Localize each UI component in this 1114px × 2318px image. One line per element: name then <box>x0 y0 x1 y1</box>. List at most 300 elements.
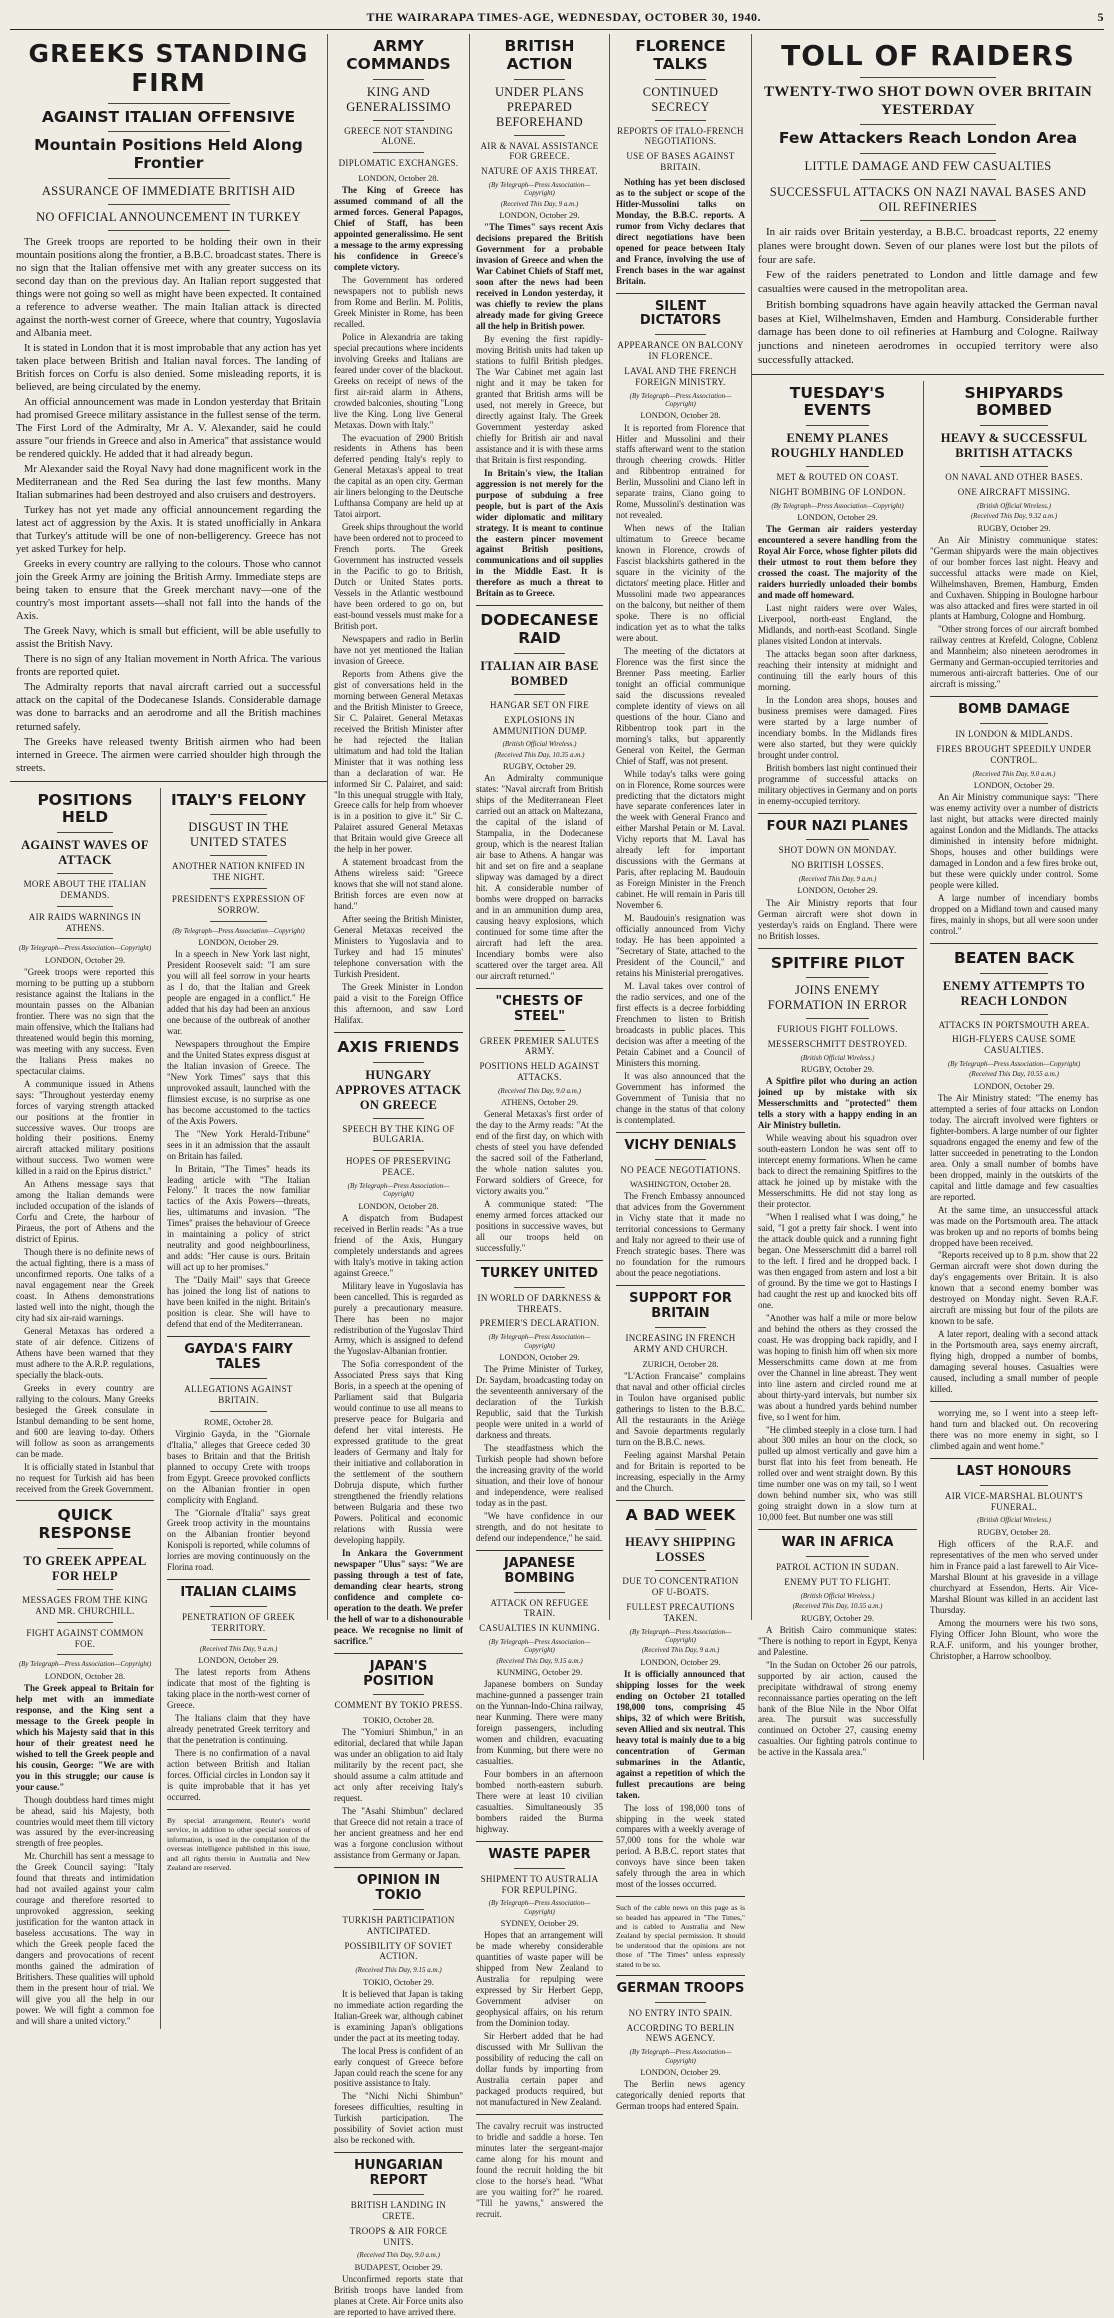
divider <box>980 973 1047 974</box>
japbomb-headline: JAPANESE BOMBING <box>503 1555 576 1586</box>
positions-p5: General Metaxas has ordered a state of air defence. Citizens of Athens have been warned that they must adhere to the A.R.P. regulations, specially the black-outs. <box>16 1325 154 1380</box>
times-copyright-notice: Such of the cable news on this page as is so headed has appeared in "The Times," and is cabled to Australia and New Zealand by special permission. It should be understood that the opinions are not those of "The Times" unless expressly stated to be so. <box>616 1903 745 1969</box>
axis-p1: A dispatch from Budapest received in Berlin reads: "As a true friend of the Axis, Hungary completely understands and agrees with Italy's motive in taking action against Greece." <box>334 1212 463 1278</box>
divider <box>57 1548 112 1549</box>
shipyards-p2: "Other strong forces of our aircraft bombed railway centres at Krefeld, Cologne, Coblenz and Mannheim; also nineteen aerodromes in Germany and German-occupied territories and numerous anti-aircraft batteries. One of our aircraft is missing." <box>930 624 1098 690</box>
japan-deck: COMMENT BY TOKIO PRESS. <box>334 1700 463 1711</box>
divider <box>57 1654 112 1655</box>
greece-deck2: NO OFFICIAL ANNOUNCEMENT IN TURKEY <box>36 209 301 224</box>
british-p3: In Britain's view, the Italian aggression is not merely for the purpose of subduing a free people, but is part of the Axis wider diplomatic and military strategy. It is meant to continue the eastern pincer movement against British positions, communications and oil supplies in the Middle East. It is therefore as much a threat to Britain as to Greece. <box>476 467 603 599</box>
section-rule <box>930 1401 1098 1402</box>
army-p9: After seeing the British Minister, General Metaxas received the Ministers to Yugoslavia and to Turkey and had 15 minutes' telephone conversation with the Turkish President. <box>334 914 463 980</box>
german-p1: The Berlin news agency categorically denied reports that German troops had entered Spain. <box>616 2079 745 2112</box>
section-rule <box>616 1285 745 1286</box>
shipyards-credit2: (Received This Day, 9.32 a.m.) <box>970 512 1058 521</box>
quick-p2: Though doubtless hard times might be ahead, said his Majesty, both countries would meet them till victory was assured by the ever-increasing strength of free peoples. <box>16 1794 154 1849</box>
turkey-p2: The steadfastness which the Turkish people had shown before the increasing gravity of the world situation, and their love of honour and independence, were realised today as in the past. <box>476 1443 603 1508</box>
positions-p4: Though there is no definite news of the actual fighting, there is a mass of unconfirmed reports. One talks of a naval engagement near the Greek coast. In Athens demonstrations lasted well into the night, though the city had six air-raid warnings. <box>16 1247 154 1323</box>
section-rule <box>167 1809 310 1810</box>
divider <box>514 653 565 654</box>
africa-dateline: RUGBY, October 29. <box>800 1612 875 1623</box>
section-rule <box>616 1500 745 1501</box>
army-dateline: LONDON, October 28. <box>358 173 439 184</box>
quick-dateline: LONDON, October 28. <box>44 1670 126 1681</box>
bombdamage-deck1: IN LONDON & MIDLANDS. <box>955 729 1073 740</box>
support-headline: SUPPORT FOR BRITAIN <box>629 1291 732 1322</box>
divider <box>373 1694 425 1695</box>
section-rule <box>476 988 603 989</box>
divider <box>806 466 870 467</box>
positions-deck2: MORE ABOUT THE ITALIAN DEMANDS. <box>23 879 147 900</box>
vichy-deck: NO PEACE NEGOTIATIONS. <box>620 1164 741 1175</box>
felony-p5: The "Daily Mail" says that Greece has joined the long list of nations to have been knifed in the night. Britain's position is clear. She will have to defend that end of the Mediterranean. <box>167 1275 310 1330</box>
divider <box>210 1606 267 1607</box>
beaten-dateline: LONDON, October 29. <box>973 1080 1055 1091</box>
axis-p2: Military leave in Yugoslavia has been cancelled. This is regarded as purely a precautionary measure. There has been no major redistribution of the Yugoslav Third Army, which is assigned to defend the Yugoslav-Albanian frontier. <box>334 1280 463 1357</box>
section-rule <box>16 1500 154 1501</box>
positions-headline: POSITIONS HELD <box>37 790 133 827</box>
tuesday-deck2: MET & ROUTED ON COAST. <box>776 472 899 483</box>
dodecanese-p1: An Admiralty communique states: "Naval aircraft from British ships of the Mediterranean Fleet carried out an attack on Maltezana, the capital of the island of Stampalia, in the Dodecanese group, which is the nearest Italian air base to Athens. A hangar was hit and set on fire and a seaplane slipway was damaged by a direct hit. A considerable number of bombs were dropped on barracks and in an ammunition dump area, causing heavy explosions, which continued for some time after the aircraft had left the area. Incendiary bombs were also scattered over the target area. All our aircraft returned." <box>476 773 603 981</box>
positions-p6: Greeks in every country are rallying to the colours. Many Greeks besieged the Greek consulate in Istanbul demanding to be sent home, and 600 are leaving to-day. Others will follow as soon as arrangements can be made. <box>16 1382 154 1459</box>
british-p1: "The Times" says recent Axis decisions prepared the British Government for a probable invasion of Greece and when the War Cabinet Chiefs of Staff met, soon after the news had been received in London yesterday, it was chiefly to review the plans already made for giving Greece all the help in British power. <box>476 222 603 332</box>
army-headline: ARMY COMMANDS <box>346 37 451 73</box>
army-p7: Reports from Athens give the gist of conversations held in the morning between General Metaxas and the British Minister to Greece, Sir C. Palairet. General Metaxas received the British Minister after he had rejected the Italian ultimatum and had told the Italian Minister that it was nothing less than a declaration of war. He informed Sir C. Palairet, and said: "In this unequal struggle with Italy, Greece calls for help from whoever is in a position to give it." Sir C. Palairet assured General Metaxas that Britain would give Greece all the help in her power. <box>334 668 463 855</box>
dodecanese-dateline: RUGBY, October 29. <box>502 761 577 772</box>
hungarian-credit: (Received This Day, 9.0 a.m.) <box>357 2251 440 2260</box>
support-deck: INCREASING IN FRENCH ARMY AND CHURCH. <box>625 1333 736 1354</box>
page-number: 5 <box>1097 10 1104 24</box>
divider <box>514 1287 565 1288</box>
section-rule <box>476 1841 603 1842</box>
quick-deck3: FIGHT AGAINST COMMON FOE. <box>26 1627 144 1649</box>
shipyards-deck1: HEAVY & SUCCESSFUL BRITISH ATTACKS <box>940 431 1088 461</box>
divider <box>655 79 707 80</box>
section-rule <box>930 696 1098 697</box>
waste-credit: (By Telegraph—Press Association—Copyright) <box>488 1899 591 1916</box>
bombdamage-p1: An Air Ministry communique says: "There was enemy activity over a number of districts last night, but attacks were directed mainly against London and the Midlands. The attacks diminished in intensity before midnight. Shops, houses and other buildings were damaged in London and a few fires broke out, but these were quickly under control. Some people were killed. <box>930 792 1098 890</box>
florence-deck3: USE OF BASES AGAINST BRITAIN. <box>626 151 735 173</box>
divider <box>655 334 707 335</box>
divider <box>860 124 996 125</box>
waste-headline: WASTE PAPER <box>488 1846 591 1862</box>
greece-p1: The Greek troops are reported to be holding their own in their mountain positions along the frontier, a B.B.C. broadcast states. There is no sign that the Italian offensive met with any greater success on its second day than on the previous day. An Italian report suggested that things were not going so well as might have been expected. It contained a reference to adverse weather. The main Italian attack is directed against the north-west corner of Greece, where that country, Yugoslavia and Albania meet. <box>16 236 321 340</box>
axis-headline: AXIS FRIENDS <box>337 1037 460 1056</box>
japbomb-p2: Four bombers in an afternoon bombed north-eastern suburb. There were at least 10 civilian casualties. Simultaneously 35 bombers raided the Burma highway. <box>476 1769 603 1834</box>
africa-headline: WAR IN AFRICA <box>781 1535 894 1551</box>
divider <box>108 204 230 205</box>
column-5a <box>752 381 923 1761</box>
japbomb-p1: Japanese bombers on Sunday machine-gunned a passenger train on the Yunnan-Indo-China railway, near Kunming. There were many foreign passengers, including women and children, evacuating from Kunming, but there were no casualties. <box>476 1679 603 1767</box>
support-p1: "L'Action Francaise" complains that naval and other official circles in Toulon have organised public gatherings to listen to the B.B.C. All the restaurants in the Ariège and Savoie departments regularly turn on the B.B.C. news. <box>616 1370 745 1447</box>
turkey-headline: TURKEY UNITED <box>480 1265 599 1281</box>
fournazi-deck2: NO BRITISH LOSSES. <box>791 860 884 871</box>
divider <box>514 79 565 80</box>
honours-credit: (British Official Wireless.) <box>977 1516 1051 1525</box>
dictators-deck1: APPEARANCE ON BALCONY IN FLORENCE. <box>617 340 744 362</box>
chests-p1: General Metaxas's first order of the day to the Army reads: "At the end of the first day, on which with chests of steel you have defended the sacred soil of the Fatherland, the whole nation salutes you. Forward soldiers of Greece, for victory awaits you." <box>476 1109 603 1197</box>
section-rule <box>930 1458 1098 1459</box>
column-5-split <box>752 381 1104 1761</box>
tokio-p3: The "Nichi Nichi Shimbun" foresees difficulties, resulting in Turkish participation. The possibility of Soviet action must also be reckoned with. <box>334 2091 463 2146</box>
tuesday-deck1: ENEMY PLANES ROUGHLY HANDLED <box>770 431 905 461</box>
army-p6: Newspapers and radio in Berlin have not yet mentioned the Italian invasion of Greece. <box>334 633 463 666</box>
hungarian-p1: Unconfirmed reports state that British troops have landed from planes at Crete. Air Force units also are reported to have arrived there. <box>334 2273 463 2317</box>
divider <box>373 1909 425 1910</box>
felony-p2: Newspapers throughout the Empire and the United States express disgust at the Italian invasion of Greece. The "New York Times" says that this unprovoked assault, launched with the flimsiest excuse, is no surprise as one has become accustomed to the tactics of the Axis Powers. <box>167 1038 310 1126</box>
section-rule <box>758 948 917 949</box>
bombdamage-dateline: LONDON, October 29. <box>973 779 1055 790</box>
army-deck2: GREECE NOT STANDING ALONE. <box>344 125 453 147</box>
section-rule <box>616 1896 745 1897</box>
shipyards-credit: (British Official Wireless.) <box>977 501 1051 510</box>
tuesday-credit: (By Telegraph—Press Association—Copyright) <box>771 501 904 510</box>
column-1-split <box>10 788 327 2029</box>
dictators-p4: While today's talks were going on in Florence, Rome sources were predicting that the dictators might have separate conferences later in the week with General Franco and either Marshal Petain or M. Laval. Vichy reports that M. Laval has already left for important discussions with the Germans at Paris, after replacing M. Baudouin as Foreign Minister in the French cabinet. He will remain in Paris till November 6. <box>616 768 745 911</box>
section-rule <box>476 605 603 606</box>
divider <box>655 1159 707 1160</box>
tuesday-deck3: NIGHT BOMBING OF LONDON. <box>769 486 906 497</box>
column-2 <box>328 34 470 2317</box>
divider <box>655 1570 707 1571</box>
florence-p1: Nothing has yet been disclosed as to the subject or scope of the Hitler-Mussolini talks on Monday, the B.B.C. reports. A rumor from Vichy declares that direct negotiations have been opened for peace between Italy and France, involving the use of French bases in the war against Britain. <box>616 176 745 286</box>
dictators-p7: It was also announced that the Government has informed the Government of Tunisia that no change in the status of that colony is contemplated. <box>616 1070 745 1125</box>
divider <box>108 103 230 104</box>
vichy-dateline: WASHINGTON, October 28. <box>630 1179 731 1190</box>
section-rule <box>10 781 327 782</box>
gayda-deck: ALLEGATIONS AGAINST BRITAIN. <box>184 1383 293 1405</box>
column-3 <box>470 34 610 2219</box>
felony-p4: In Britain, "The Times" heads its leading article with "The Italian Felony." It traces the now familiar tactics of the Axis Powers—threats, lies, ultimatums and invasion. "The Times" praises the behaviour of Greece in maintaining a policy of strict neutrality and good neighbourliness, and adds: "Her cause is ours. Britain will act up to her promises." <box>167 1163 310 1273</box>
hungarian-deck1: BRITISH LANDING IN CRETE. <box>350 2200 447 2221</box>
column-1b <box>160 788 316 2029</box>
beaten-headline: BEATEN BACK <box>954 948 1074 967</box>
british-deck2: AIR & NAVAL ASSISTANCE FOR GREECE. <box>480 140 599 162</box>
italianclaims-p1: The latest reports from Athens indicate that most of the fighting is taking place in the north-west corner of Greece. <box>167 1667 310 1711</box>
greece-sub2: Mountain Positions Held Along Frontier <box>34 136 303 173</box>
army-deck1: KING AND GENERALISSIMO <box>346 84 451 114</box>
tokio-dateline: TOKIO, October 29. <box>363 1976 434 1987</box>
axis-dateline: LONDON, October 28. <box>358 1200 439 1211</box>
felony-deck2: ANOTHER NATION KNIFED IN THE NIGHT. <box>172 861 305 883</box>
tuesday-p2: Last night raiders were over Wales, Liverpool, north-east England, the Midlands, and north-east Scotland. Single planes visited London at intervals. <box>758 603 917 646</box>
section-rule <box>616 1132 745 1133</box>
divider <box>806 425 870 426</box>
positions-p2: A communique issued in Athens says: "Throughout yesterday enemy forces of varying strength attacked our positions at the frontier in successive waves. Our troops are holding their positions. Enemy aircraft attacked military positions without success. Two women were killed in a raid on the Epirus district." <box>16 1078 154 1177</box>
british-deck1: UNDER PLANS PREPARED BEFOREHAND <box>494 84 585 129</box>
divider <box>373 1062 425 1063</box>
spitfire-p4: "Another was half a mile or more below and behind the others as they crossed the coast. He was dropping back rapidly, and I was hoping to finish him off when six more Messerschmitts came down at me from over the Channel in line abreast. They went into line astern and circled round me at about thirty-yard intervals, but number six was about a hundred yards behind number five, so I went for him. <box>758 1312 917 1422</box>
italianclaims-p2: The Italians claim that they have already penetrated Greek territory and that the penetration is continuing. <box>167 1713 310 1746</box>
beaten-p2: At the same time, an unsuccessful attack was made on the Portsmouth area. The attack was broken up and no reports of bombs being dropped have been received. <box>930 1204 1098 1248</box>
hungarian-deck2: TROOPS & AIR FORCE UNITS. <box>349 2225 448 2247</box>
beaten-p3: "Reports received up to 8 p.m. show that 22 German aircraft were shot down during the day's engagements over Britain. It is also known that a second enemy bomber was destroyed on Monday night. Seven R.A.F. aircraft are missing but four of the pilots are known to be safe. <box>930 1250 1098 1327</box>
honours-headline: LAST HONOURS <box>956 1463 1072 1479</box>
divider <box>210 1639 267 1640</box>
felony-p1: In a speech in New York last night, President Roosevelt said: "I am sure you will all feel sorrow in your hearts as I do, that the Italian and Greek people are engaged in a conflict." He added that his day had been an anxious one because of the outbreak of another war. <box>167 949 310 1036</box>
divider <box>57 873 112 874</box>
quick-deck1: TO GREEK APPEAL FOR HELP <box>23 1554 147 1584</box>
beaten-p4: A later report, dealing with a second attack in the Portsmouth area, says enemy aircraft, flying high, dropped a number of bombs, damaging several houses. Casualties were caused, including a small number of people killed. <box>930 1329 1098 1395</box>
divider <box>57 938 112 939</box>
german-dateline: LONDON, October 29. <box>640 2067 721 2078</box>
fournazi-p1: The Air Ministry reports that four German aircraft were shot down in yesterday's raids on England. There were no British losses. <box>758 897 917 941</box>
turkey-dateline: LONDON, October 29. <box>499 1352 580 1363</box>
axis-deck3: HOPES OF PRESERVING PEACE. <box>346 1156 451 1178</box>
divider <box>210 1411 267 1412</box>
fournazi-dateline: LONDON, October 29. <box>797 885 878 896</box>
divider <box>980 425 1047 426</box>
felony-deck3: PRESIDENT'S EXPRESSION OF SORROW. <box>171 893 306 915</box>
toll-deck1: LITTLE DAMAGE AND FEW CASUALTIES <box>804 159 1052 173</box>
honours-p2: Among the mourners were his two sons, Flying Officer John Blount, who wore the R.A.F. uniform, and his younger brother, Christopher, a Harrow schoolboy. <box>930 1617 1098 1661</box>
dodecanese-credit2: (Received This Day, 10.35 a.m.) <box>494 750 585 759</box>
divider <box>514 1030 565 1031</box>
dictators-dateline: LONDON, October 28. <box>640 410 721 421</box>
beaten-deck1: ENEMY ATTEMPTS TO REACH LONDON <box>942 978 1086 1008</box>
waste-p1: Hopes that an arrangement will be made whereby considerable quantities of waste paper will be shipped from New Zealand to Australia for repulping were expressed by Sir Herbert Gepp, Government adviser on geophysical affairs, on his return from the Dominion today. <box>476 1930 603 2029</box>
dictators-p3: The meeting of the dictators at Florence was the first since the Brenner Pass meeting. Earlier tonight an official communique said the discussions revealed complete identity of views on all questions of the hour. Ciano and Ribbentrop took part in the morning's talks, but apparently General von Keitel, the German Chief of Staff, was not present. <box>616 645 745 766</box>
chests-credit: (Received This Day, 9.0 a.m.) <box>498 1086 581 1095</box>
tokio-credit: (Received This Day, 9.15 a.m.) <box>355 1966 442 1975</box>
german-credit: (By Telegraph—Press Association—Copyright) <box>629 2048 732 2065</box>
toll-p2: Few of the raiders penetrated to London and little damage and few casualties were caused in the metropolitan area. <box>758 269 1098 295</box>
greece-p7: The Greek Navy, which is small but efficient, will be able usefully to assist the British Navy. <box>16 626 321 651</box>
divider <box>373 79 425 80</box>
badweek-deck2: DUE TO CONCENTRATION OF U-BOATS. <box>622 1576 739 1598</box>
divider <box>108 178 230 179</box>
waste-deck: SHIPMENT TO AUSTRALIA FOR REPULPING. <box>480 1873 599 1895</box>
section-rule <box>167 1336 310 1337</box>
greece-p6: Greeks in every country are rallying to the colours. Those who cannot join the Greek Army are joining the British Army. Immediate steps are being taken to ensure that the Greek merchant navy—one of the country's most important assets—shall not fall into the hands of the Axis. <box>16 559 321 623</box>
positions-dateline: LONDON, October 29. <box>44 954 126 965</box>
quick-p1: The Greek appeal to Britain for help met with an immediate response, and the King sent a message to the Greek people in which his Majesty said that in this hour of their greatest need he wished to tell the Greek people and his cousin, George: "We are with you in this struggle; our cause is your cause." <box>16 1682 154 1792</box>
vichy-p1: The French Embassy announced that advices from the Government in Vichy state that it made no territorial concessions to Germany and Italy nor agreed to their use of French strategic bases. There was no foundation for the rumours about the peace negotiations. <box>616 1191 745 1279</box>
fournazi-deck1: SHOT DOWN ON MONDAY. <box>778 845 897 856</box>
dictators-p2: When news of the Italian ultimatum to Greece became known in Florence, crowds of Fascist blackshirts gathered in the square in the vicinity of the dictators' meeting place. Hitler and Mussolini made two appearances on the balcony, but neither of them spoke. There is no official indication yet as to what the talks were about. <box>616 523 745 643</box>
divider <box>210 888 267 889</box>
army-p8: A statement broadcast from the Athens wireless said: "Greece knows that she will not stand alone. British forces are even now at hand." <box>334 857 463 912</box>
tokio-p1: It is believed that Japan is taking no immediate action regarding the Italian-Greek war, although cabinet is examining Japan's obligations under the pact at its meeting today. <box>334 1988 463 2043</box>
chests-deck2: POSITIONS HELD AGAINST ATTACKS. <box>479 1061 600 1082</box>
felony-deck1: DISGUST IN THE UNITED STATES <box>188 820 289 850</box>
dodecanese-deck1: ITALIAN AIR BASE BOMBED <box>480 658 599 688</box>
divider <box>655 2002 707 2003</box>
masthead-title: THE WAIRARAPA TIMES-AGE, WEDNESDAY, OCTOBER 30, 1940. <box>366 10 762 24</box>
divider <box>373 152 425 153</box>
dodecanese-headline: DODECANESE RAID <box>480 611 599 648</box>
toll-p3: British bombing squadrons have again heavily attacked the German naval bases at Kiel, Wilhelmshaven, Emden and Hamburg. Considerable further damage has been done to oil refineries at Hamburg and Cologne. Railway junctions and nineteen aerodromes in occupied territory were also successfully attacked. <box>758 298 1098 366</box>
army-p2: The Government has ordered newspapers not to publish news from Rome and Berlin. M. Politis, Greek Minister in Rome, has been recalled. <box>334 274 463 329</box>
dictators-deck2: LAVAL AND THE FRENCH FOREIGN MINISTRY. <box>624 365 737 387</box>
tuesday-p3: The attacks began soon after darkness, reaching their intensity at midnight and continuing till the early hours of this morning. <box>758 648 917 692</box>
british-credit2: (Received This Day, 9 a.m.) <box>500 199 579 208</box>
spitfire-deck3: MESSERSCHMITT DESTROYED. <box>767 1039 908 1050</box>
africa-credit2: (Received This Day, 10.55 a.m.) <box>792 1602 883 1611</box>
chests-p2: A communique stated: "The enemy armed forces attacked our positions in successive waves, but all our troops held on successfully." <box>476 1199 603 1253</box>
bombdamage-credit: (Received This Day, 9.0 a.m.) <box>972 769 1056 778</box>
dictators-p5: M. Baudouin's resignation was officially announced from Vichy today. He has been appointed a "Secretary of State, attached to the President of the Council," and retains his Ministerial prerogatives. <box>616 913 745 978</box>
spitfire-continued: worrying me, so I went into a steep left-hand turn and blacked out. On recovering there was no more enemy in sight, so I climbed again and went home." <box>930 1408 1098 1451</box>
positions-credit: (By Telegraph—Press Association—Copyright) <box>18 944 152 953</box>
japbomb-deck1: ATTACK ON REFUGEE TRAIN. <box>490 1597 589 1619</box>
waste-dateline: SYDNEY, October 29. <box>500 1918 579 1929</box>
toll-article <box>752 40 1104 368</box>
spitfire-p5: "He climbed steeply in a close turn. I had about 300 miles an hour on the clock, so pulled up almost vertically and gave him a burst flat into his feet from beneath. He rolled over and went straight down. By this time number one was on my tail, so I went down behind number six, who was still going straight down in a slow turn at 10,000 feet. But number one was still <box>758 1424 917 1523</box>
tokio-p2: The local Press is confident of an early conquest of Greece before Japan could reach the scene for any positive assistance to Italy. <box>334 2045 463 2089</box>
divider <box>860 220 996 221</box>
greece-p3: An official announcement was made in London yesterday that Britain had promised Greece military assistance in the fullest sense of the term. The First Lord of the Admiralty, Mr A. V. Alexander, said he could assure "our friends in Greece and also in America" that assistance would be rendered quickly. He added that it had already begun. <box>16 397 321 461</box>
divider <box>655 1327 707 1328</box>
axis-p3: The Sofia correspondent of the Associated Press says that King Boris, in a speech at the opening of Parliament said that Bulgaria would continue to use all means to preserve peace for Bulgaria and defend her vital interests. He expressed gratitude to the great leaders of Germany and Italy for their initiative and collaboration in the settlement of the southern Dobruja dispute, which further strengthened the friendly relations between Bulgaria and these two Powers. Political and economic relations with Russia were developing happily. <box>334 1359 463 1545</box>
section-rule <box>334 1867 463 1868</box>
army-deck3: DIPLOMATIC EXCHANGES. <box>338 158 459 169</box>
tuesday-p1: The German air raiders yesterday encountered a severe handling from the Royal Air Force, whose fighter pilots did their utmost to rout them before they crossed the coast. The majority of the raiders hurriedly unloaded their bombs and made off homeward. <box>758 524 917 601</box>
column-5 <box>752 34 1104 1758</box>
section-rule <box>616 293 745 294</box>
dictators-headline: SILENT DICTATORS <box>639 298 722 329</box>
toll-sub1: TWENTY-TWO SHOT DOWN OVER BRITAIN YESTERDAY <box>763 84 1093 119</box>
columns <box>10 34 1104 2317</box>
tokio-headline: OPINION IN TOKIO <box>356 1873 441 1904</box>
section-rule <box>752 374 1104 375</box>
hungarian-dateline: BUDAPEST, October 29. <box>354 2261 443 2272</box>
section-rule <box>758 1529 917 1530</box>
tuesday-p4: In the London area shops, houses and business premises were damaged. Fires were started by a large number of incendiary bombs. In the Midlands fires were also started, but they were quickly brought under control. <box>758 694 917 760</box>
italianclaims-p3: There is no confirmation of a naval action between British and Italian forces. Official circles in London say it is quite improbable that it has yet occurred. <box>167 1748 310 1803</box>
divider <box>860 179 996 180</box>
beaten-p1: The Air Ministry stated: "The enemy has attempted a series of four attacks on London today. The aircraft involved were fighters or fighter-bombers. A large number of our fighter squadrons engaged the enemy and few of the latter succeeded in penetrating to the London area. Only a small number of bombs have been dropped, mainly in the outskirts of the capital and little damage and few casualties are reported. <box>930 1092 1098 1202</box>
fournazi-credit: (Received This Day, 9 a.m.) <box>798 875 877 884</box>
beaten-deck2: ATTACKS IN PORTSMOUTH AREA. <box>938 1019 1090 1030</box>
dictators-p1: It is reported from Florence that Hitler and Mussolini and their staffs afterward went to the station through cheering crowds. Hitler and Ribbentrop entrained for Berlin, Mussolini and Ciano left in separate trains, Ciano going to Rome, Mussolini's destination was not revealed. <box>616 422 745 521</box>
gayda-p2: The "Giornale d'Italia" says great Greek troop activity in the mountains on the Albanian frontier beyond Konispoli is reported, while columns of lorries are moving continuously on the Florina road. <box>167 1507 310 1573</box>
german-deck2: ACCORDING TO BERLIN NEWS AGENCY. <box>626 2022 735 2044</box>
gayda-headline: GAYDA'S FAIRY TALES <box>184 1342 293 1373</box>
japan-p2: The "Asahi Shimbun" declared that Greece did not retain a trace of her ancient greatness and her end was a forgone conclusion without assistance from Germany or Japan. <box>334 1806 463 1861</box>
divider <box>860 77 996 78</box>
section-rule <box>476 1260 603 1261</box>
army-p3: Police in Alexandria are taking special precautions where incidents involving Greeks and Italians are feared under cover of the blackout. Greeks on receipt of news of the first air-raid alarm in Athens, crowded balconies, shouting "Long live the King. Long live General Metaxas. Down with Italy." <box>334 331 463 430</box>
masthead <box>10 6 1104 30</box>
spitfire-p2: While weaving about his squadron over south-eastern London he was sent off to intercept enemy formations. When he came back to direct the remaining Spitfires to the attack he joined up by mistake with the Messerschmitts. He did not stay long as their protector. <box>758 1133 917 1210</box>
dodecanese-credit: (British Official Wireless.) <box>502 740 577 749</box>
divider <box>860 153 996 154</box>
divider <box>210 921 267 922</box>
fournazi-headline: FOUR NAZI PLANES <box>766 818 909 834</box>
felony-credit: (By Telegraph—Press Association—Copyright) <box>172 926 305 935</box>
section-rule <box>334 1653 463 1654</box>
spitfire-deck1: JOINS ENEMY FORMATION IN ERROR <box>767 983 908 1013</box>
beaten-credit2: (Received This Day, 10.55 a.m.) <box>969 1070 1059 1079</box>
greece-headline: GREEKS STANDING FIRM <box>28 39 309 97</box>
shipyards-deck2: ON NAVAL AND OTHER BASES. <box>945 472 1083 483</box>
africa-credit: (British Official Wireless.) <box>800 1591 875 1600</box>
badweek-deck1: HEAVY SHIPPING LOSSES <box>625 1535 736 1565</box>
honours-deck: AIR VICE-MARSHAL BLOUNT'S FUNERAL. <box>944 1490 1084 1512</box>
florence-deck1: CONTINUED SECRECY <box>642 84 719 114</box>
british-dateline: LONDON, October 29. <box>499 210 580 221</box>
turkey-credit: (By Telegraph—Press Association—Copyright) <box>488 1333 591 1350</box>
divider <box>806 839 870 840</box>
africa-deck1: PATROL ACTION IN SUDAN. <box>776 1562 899 1573</box>
turkey-p1: The Prime Minister of Turkey, Dr. Saydam, broadcasting today on the seventeenth anniversary of the declaration of the Turkish Republic, said that the Turkish people were united in a world of darkness and threats. <box>476 1364 603 1441</box>
quick-p3: Mr. Churchill has sent a message to the Greek Council saying: "Italy found that threats and intimidation had not availed against your calm courage and therefore resorted to unprovoked aggression, seeking justification for the wanton attack in baseless accusations. The way in which the Greek people faced the dangers and provocations of recent months gained the admiration of Britishers. These qualities will uphold them in the present hour of trial. We will give you all the help in our power. We will fight a common foe and will share a united victory." <box>16 1851 154 2026</box>
badweek-deck3: FULLEST PRECAUTIONS TAKEN. <box>626 1601 735 1623</box>
toll-sub2: Few Attackers Reach London Area <box>778 129 1078 148</box>
gayda-p1: Virginio Gayda, in the "Giornale d'Italia," alleges that Greece ceded 30 bases to Britain and that the British planned to occupy Crete with troops from Egypt. Greece provoked conflicts on the Albanian frontier in open complicity with England. <box>167 1428 310 1505</box>
quick-credit: (By Telegraph—Press Association—Copyright) <box>18 1660 152 1669</box>
divider <box>980 723 1047 724</box>
british-credit: (By Telegraph—Press Association—Copyright) <box>488 181 591 198</box>
dictators-p6: M. Laval takes over control of the radio services, and one of the first effects is a decree forbidding Frenchmen to listen to British broadcasts in public places. This decision was after a meeting of the Petain Cabinet and a Council of Ministers this morning. <box>616 980 745 1068</box>
divider <box>373 120 425 121</box>
divider <box>806 1556 870 1557</box>
greece-deck1: ASSURANCE OF IMMEDIATE BRITISH AID <box>41 183 296 198</box>
divider <box>655 120 707 121</box>
positions-p1: "Greek troops were reported this morning to be putting up a stubborn resistance against the Italians in the mountain passes on the Albanian frontier. There was no sign that the main offensive, which the Italians had threatened would begin this morning, was meeting with any success. Even the Italians Press makes no spectacular claims. <box>16 966 154 1076</box>
section-rule <box>167 1579 310 1580</box>
divider <box>210 855 267 856</box>
spitfire-deck2: FURIOUS FIGHT FOLLOWS. <box>777 1024 898 1035</box>
felony-dateline: LONDON, October 29. <box>198 936 279 947</box>
badweek-credit: (By Telegraph—Press Association—Copyright) <box>629 1627 732 1644</box>
german-deck1: NO ENTRY INTO SPAIN. <box>628 2007 733 2018</box>
honours-p1: High officers of the R.A.F. and representatives of the men who served under him in France paid a last farewell to Air Vice-Marshal Blount at his graveside in a village churchyard at Essendon, Herts. Air Vice-Marshal Blount was killed in an accident last Thursday. <box>930 1539 1098 1615</box>
japbomb-credit: (By Telegraph—Press Association—Copyright) <box>488 1638 591 1655</box>
section-rule <box>758 813 917 814</box>
divider <box>108 230 230 231</box>
japan-headline: JAPAN'S POSITION <box>363 1658 434 1689</box>
divider <box>373 2194 425 2195</box>
italianclaims-deck: PENETRATION OF GREEK TERRITORY. <box>182 1612 295 1634</box>
greece-article <box>10 40 327 775</box>
chests-deck1: GREEK PREMIER SALUTES ARMY. <box>479 1035 600 1057</box>
badweek-dateline: LONDON, October 29. <box>640 1656 721 1667</box>
cavalry-joke: The cavalry recruit was instructed to bridle and saddle a horse. Ten minutes later the sergeant-major came along for his mount and found the recruit holding the bit close to the horse's head. "What are you waiting for?" he roared. "Till he yawns," answered the recruit. <box>476 2120 603 2219</box>
positions-deck3: AIR RAIDS WARNINGS IN ATHENS. <box>28 911 142 933</box>
british-deck3: NATURE OF AXIS THREAT. <box>481 166 598 177</box>
section-rule <box>334 2152 463 2153</box>
italianclaims-headline: ITALIAN CLAIMS <box>180 1585 297 1601</box>
tuesday-headline: TUESDAY'S EVENTS <box>789 383 886 420</box>
divider <box>57 1589 112 1590</box>
column-1 <box>10 34 328 2026</box>
divider <box>806 977 870 978</box>
divider <box>373 1150 425 1151</box>
turkey-deck2: PREMIER'S DECLARATION. <box>479 1318 600 1329</box>
dodecanese-deck2: HANGAR SET ON FIRE <box>490 699 589 710</box>
italianclaims-dateline: LONDON, October 29. <box>198 1655 279 1666</box>
greece-sub1: AGAINST ITALIAN OFFENSIVE <box>41 107 296 126</box>
badweek-p1: It is officially announced that shipping losses for the week ending on October 21 totalled 198,000 tons, comprising 45 ships, 32 of which were British, seven Allied and six neutral. This heavy total is mainly due to a big concentration of German submarines in the Atlantic, against a repetition of which the fullest precautions are being taken. <box>616 1668 745 1800</box>
army-p4: The evacuation of 2900 British residents in Athens has been deferred pending Italy's reply to General Metaxas's appeal to treat the capital as an open city. German air liners belonging to the Deutsche Lufthansa Company are held up at Tatoi airport. <box>334 432 463 520</box>
divider <box>655 1529 707 1530</box>
gayda-dateline: ROME, October 28. <box>204 1416 273 1427</box>
badweek-p2: The loss of 198,000 tons of shipping in the week stated compares with a weekly average of 57,000 tons for the whole war period. A B.B.C. report states that convoys have since been taken safely through the area in which most of the losses occurred. <box>616 1802 745 1890</box>
positions-p3: An Athens message says that among the Italian demands were included occupation of the islands of Corfu and Crete, the harbour of Piraeus, the port of Athens and the district of Epirus. <box>16 1179 154 1245</box>
spitfire-p1: A Spitfire pilot who during an action joined up by mistake with six Messerschmitts and "protected" them tells a story with a happy ending in an Air Ministry bulletin. <box>758 1076 917 1131</box>
axis-deck2: SPEECH BY THE KING OF BULGARIA. <box>342 1123 455 1145</box>
divider <box>108 131 230 132</box>
army-p5: Greek ships throughout the world have been ordered not to proceed to French ports. The Greek Government has instructed vessels in the Pacific to go to British, Dutch or United States ports. Vessels in the Atlantic westbound have been ordered to go on, but east-bound vessels must make for a British port. <box>334 522 463 631</box>
british-headline: BRITISH ACTION <box>504 37 575 73</box>
section-rule <box>476 1550 603 1551</box>
felony-headline: ITALY'S FELONY <box>171 790 306 809</box>
axis-deck1: HUNGARY APPROVES ATTACK ON GREECE <box>335 1067 462 1112</box>
divider <box>514 135 565 136</box>
hungarian-headline: HUNGARIAN REPORT <box>354 2158 443 2189</box>
